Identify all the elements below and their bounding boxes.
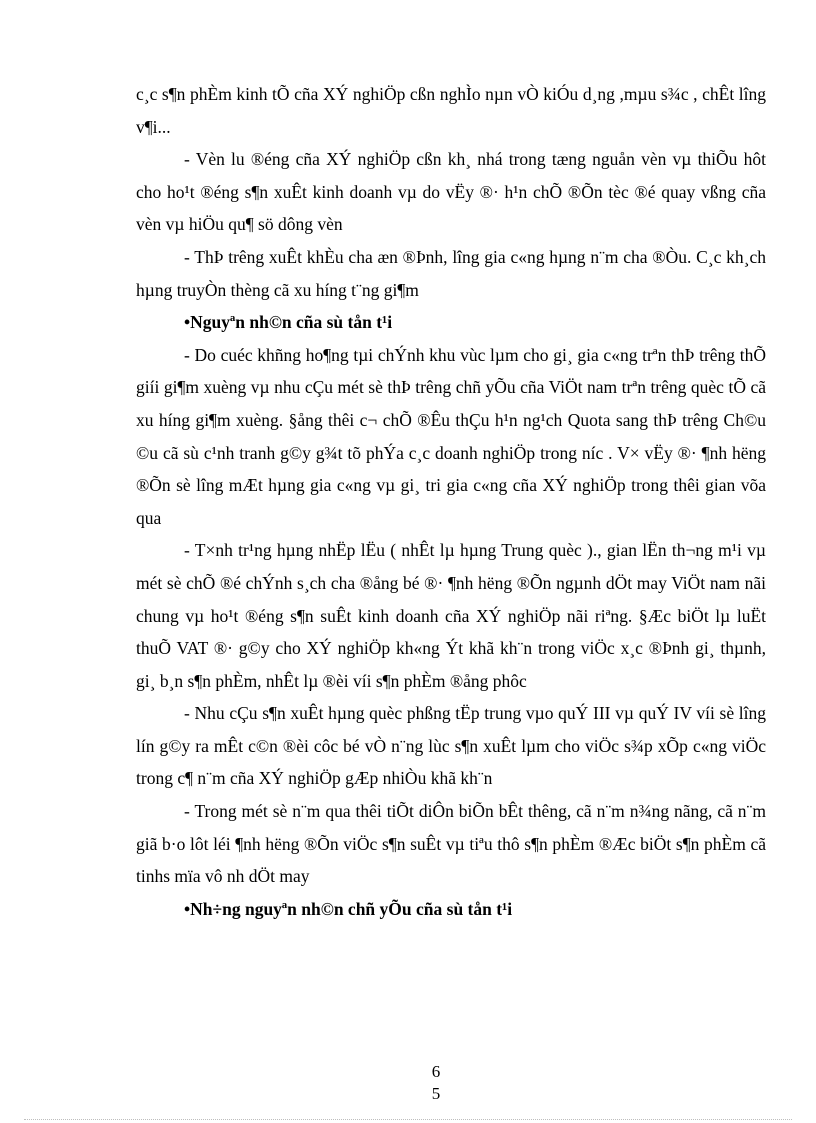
page-bottom-divider xyxy=(24,1119,792,1120)
page-body xyxy=(136,78,766,925)
paragraph-defense-demand: - Nhu cÇu s¶n xuÊt hµng quèc phßng tËp trung vµo quÝ III vµ quÝ IV víi sè lîng lín g©y ra mÊt c©n ®èi côc bé vÒ n¨ng lùc s¶n xuÊt lµm cho viÖc s¾p xÕp c«ng viÖc trong c¶ n¨m cña XÝ nghiÖp gÆp nhiÒu khã kh¨n xyxy=(136,703,766,789)
page-number-top: 6 xyxy=(431,1062,441,1081)
section-heading-main-causes: •Nh÷ng nguyªn nh©n chñ yÕu cña sù tån t¹i xyxy=(184,898,513,919)
paragraph-working-capital: - Vèn lu ®éng cña XÝ nghiÖp cßn kh¸ nhá trong tæng nguån vèn vµ thiÕu hôt cho ho¹t ®éng s¶n xuÊt kinh doanh vµ do vËy ®· h¹n chÕ ®Õn tèc ®é quay vßng cña vèn vµ hiÖu qu¶ sö dông vèn xyxy=(136,149,766,235)
paragraph-export-market: - ThÞ trêng xuÊt khÈu cha æn ®Þnh, lîng gia c«ng hµng n¨m cha ®Òu. C¸c kh¸ch hµng truyÒn thèng cã xu híng t¨ng gi¶m xyxy=(136,246,766,300)
section-heading-causes: •Nguyªn nh©n cña sù tån t¹i xyxy=(184,312,393,333)
paragraph-smuggling: - T×nh tr¹ng hµng nhËp lËu ( nhÊt lµ hµng Trung quèc )., gian lËn th¬ng m¹i vµ mét sè chÕ ®é chÝnh s¸ch cha ®ång bé ®· ¶nh hëng ®Õn ngµnh dÖt may ViÖt nam nãi chung vµ ho¹t ®éng s¶n suÊt kinh doanh cña XÝ nghiÖp nãi riªng. §Æc biÖt lµ luËt thuÕ VAT ®· g©y cho XÝ nghiÖp kh«ng Ýt khã kh¨n trong viÖc x¸c ®Þnh gi¸ thµnh, gi¸ b¸n s¶n phÈm, nhÊt lµ ®èi víi s¶n phÈm ®ång phôc xyxy=(136,540,766,691)
paragraph-weather: - Trong mét sè n¨m qua thêi tiÕt diÔn biÕn bÊt thêng, cã n¨m n¾ng nãng, cã n¨m giã b·o lôt léi ¶nh hëng ®Õn viÖc s¶n suÊt vµ tiªu thô s¶n phÈm ®Æc biÖt s¶n phÈm cã tinhs mïa vô nh dÖt may xyxy=(136,801,766,887)
page-number-bottom: 5 xyxy=(431,1084,441,1103)
paragraph-continuation: c¸c s¶n phÈm kinh tÕ cña XÝ nghiÖp cßn nghÌo nµn vÒ kiÓu d¸ng ,mµu s¾c , chÊt lîng v¶i... xyxy=(136,84,766,137)
paragraph-financial-crisis: - Do cuéc khñng ho¶ng tµi chÝnh khu vùc lµm cho gi¸ gia c«ng trªn thÞ trêng thÕ giíi gi¶m xuèng vµ nhu cÇu mét sè thÞ trêng chñ yÕu cña ViÖt nam trªn trêng quèc tÕ cã xu híng gi¶m xuèng. §ång thêi c¬ chÕ ®Êu thÇu h¹n ng¹ch Quota sang thÞ trêng Ch©u ©u cã sù c¹nh tranh g©y g¾t tõ phÝa c¸c doanh nghiÖp trong níc . V× vËy ®· ¶nh hëng ®Õn sè lîng mÆt hµng gia c«ng vµ gi¸ tri gia c«ng cña XÝ nghiÖp trong thêi gian võa qua xyxy=(136,344,766,528)
